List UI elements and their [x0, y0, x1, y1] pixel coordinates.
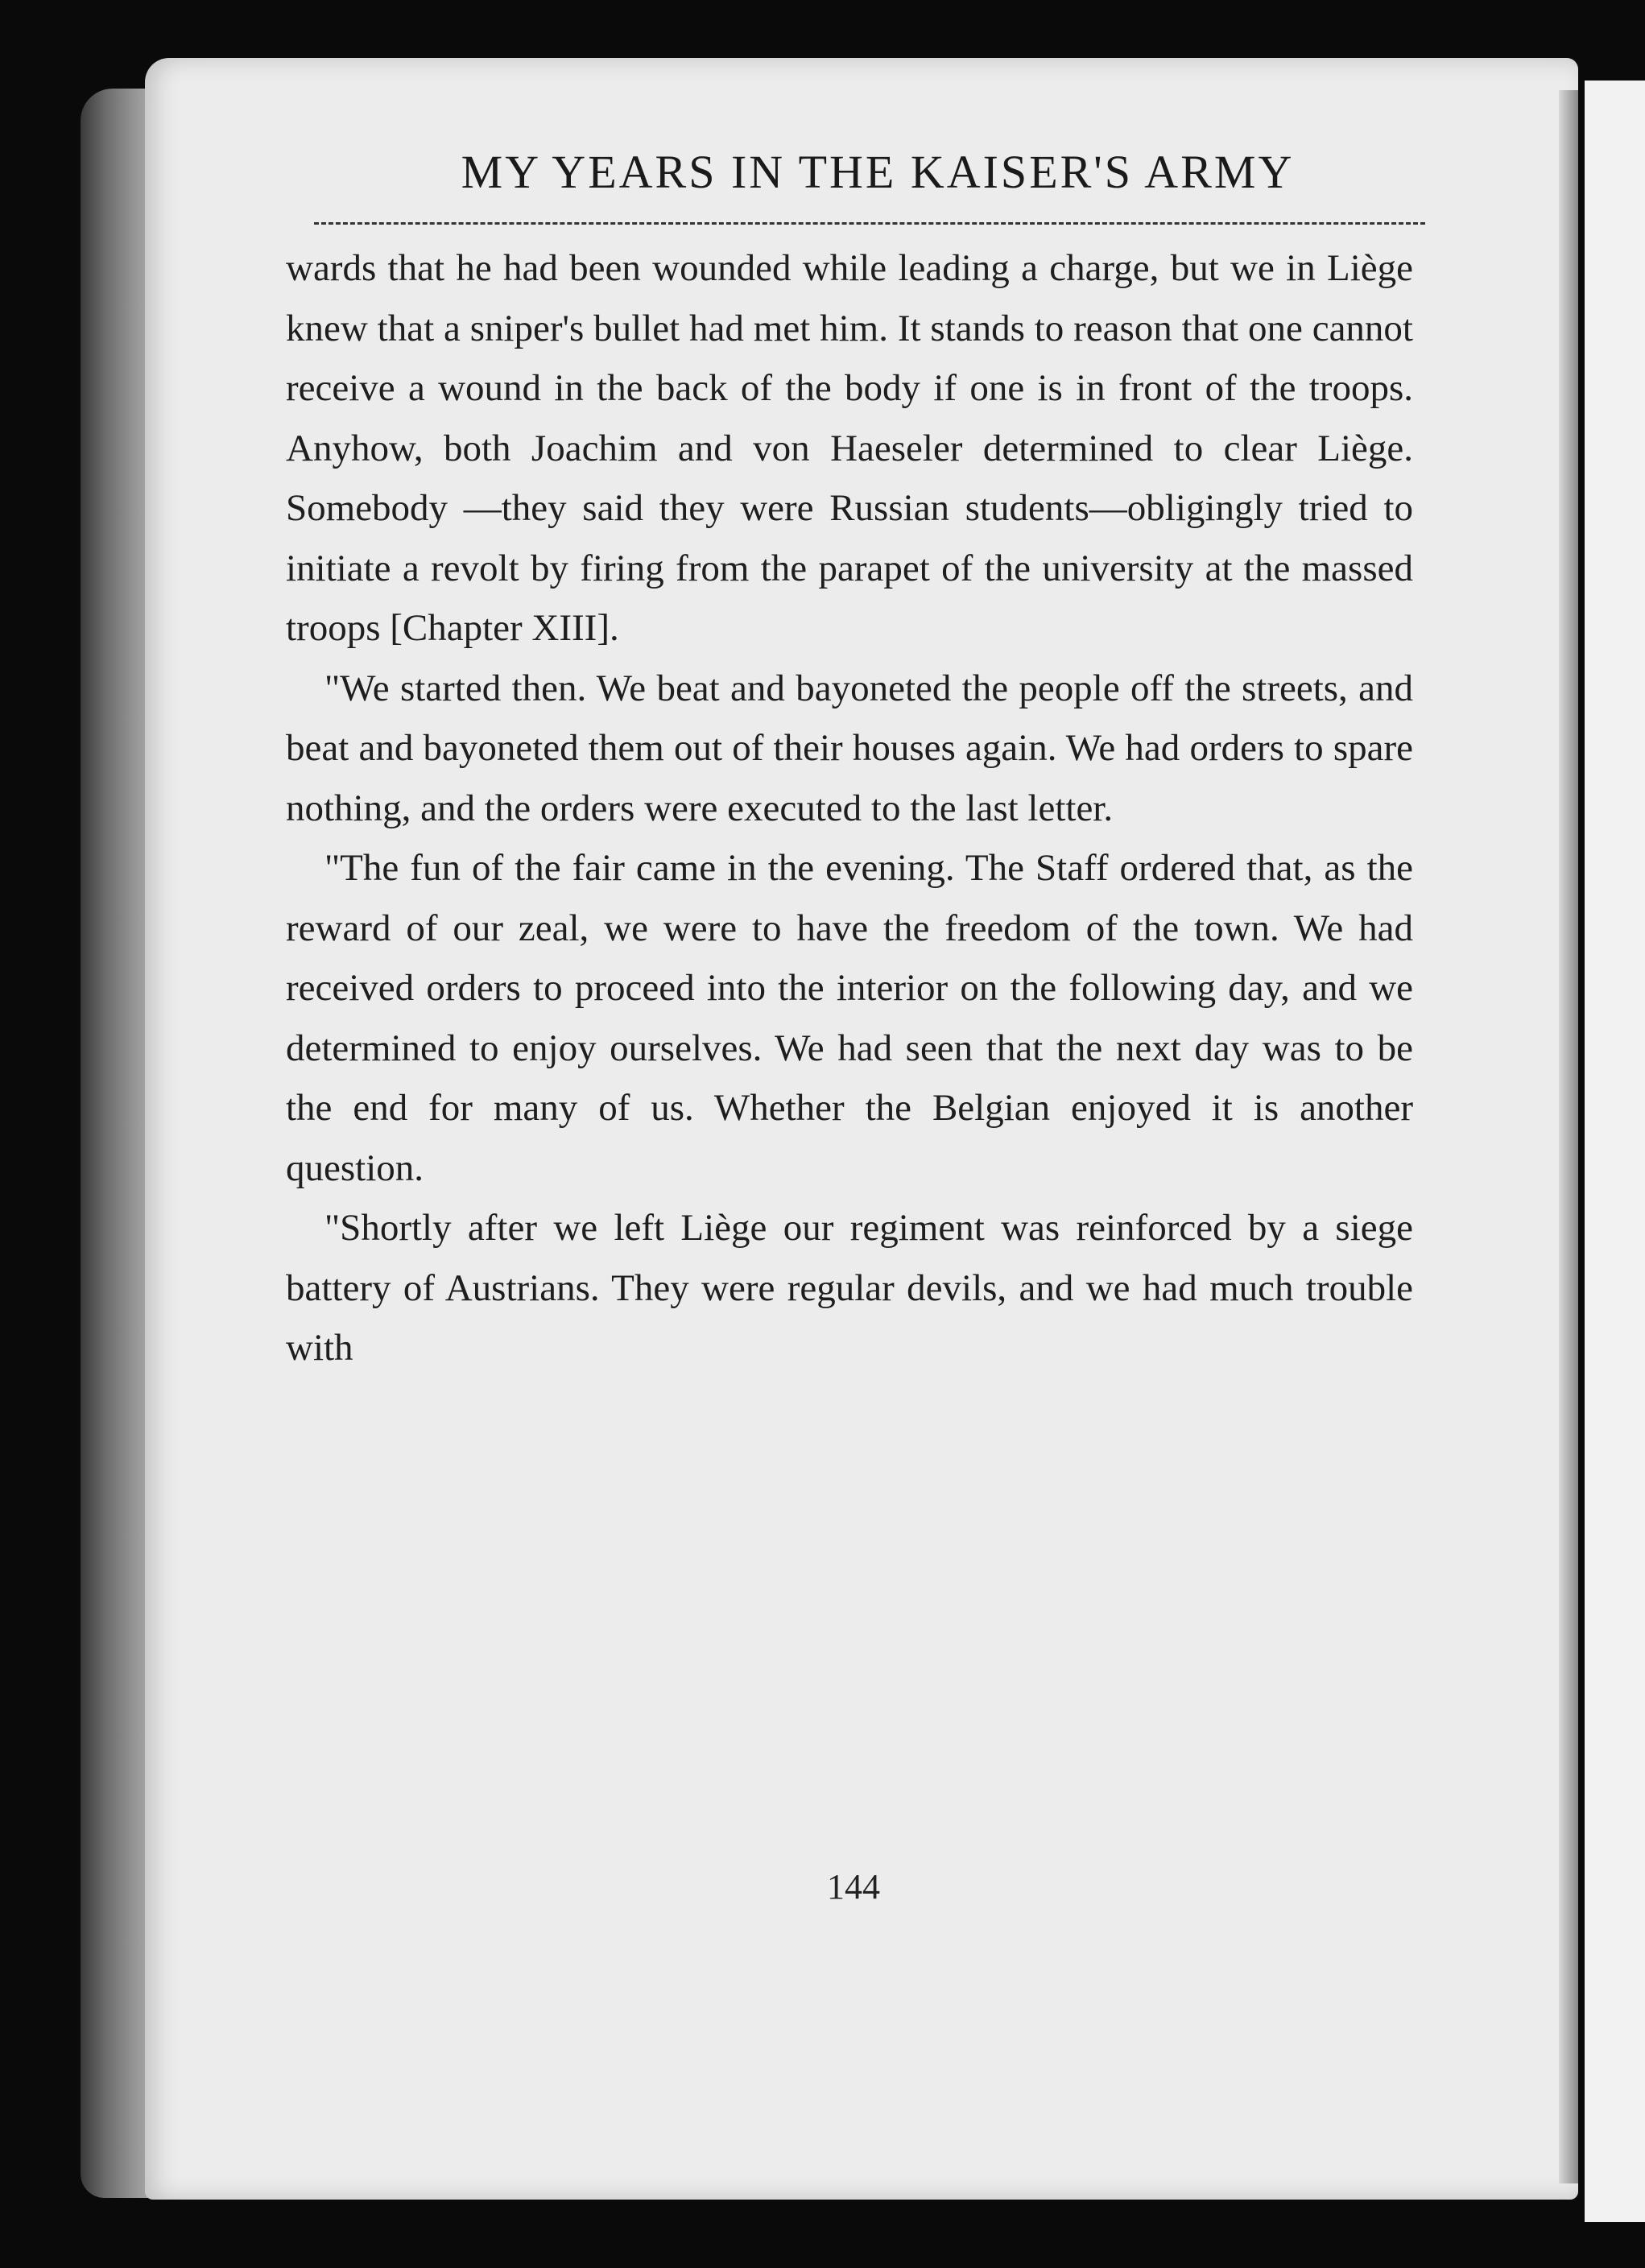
paragraph: "Shortly after we left Liège our regiment was reinforced by a siege battery of Austrians. They were regular devils, and we had much trouble with [286, 1207, 1413, 1369]
body-text [286, 238, 1413, 1378]
facing-page-edge [1585, 81, 1645, 2222]
paragraph: "The fun of the fair came in the evening. The Staff ordered that, as the reward of our zeal, we were to have the freedom of the town. We had received orders to proceed into the interior on the following day, and we determined to enjoy ourselves. We had seen that the next day was to be the end for many of us. Whether the Belgian enjoyed it is another question. [286, 847, 1413, 1189]
running-head: MY YEARS IN THE KAISER'S ARMY [461, 146, 1295, 198]
paragraph: "We started then. We beat and bayoneted the people off the streets, and beat and bayoneted them out of their houses again. We had orders to spare nothing, and the orders were executed to the last letter. [286, 667, 1413, 829]
page-edge [1559, 90, 1578, 2183]
paragraph: wards that he had been wounded while leading a charge, but we in Liège knew that a sniper's bullet had met him. It stands to reason that one cannot receive a wound in the back of the body if one is in front of the troops. Anyhow, both Joachim and von Haeseler determined to clear Liège. Somebody —they said they were Russian students—obligingly tried to initiate a revolt by firing from the parapet of the university at the massed troops [Chapter XIII]. [286, 247, 1413, 649]
page-number: 144 [827, 1867, 880, 1907]
header-rule [314, 222, 1425, 225]
